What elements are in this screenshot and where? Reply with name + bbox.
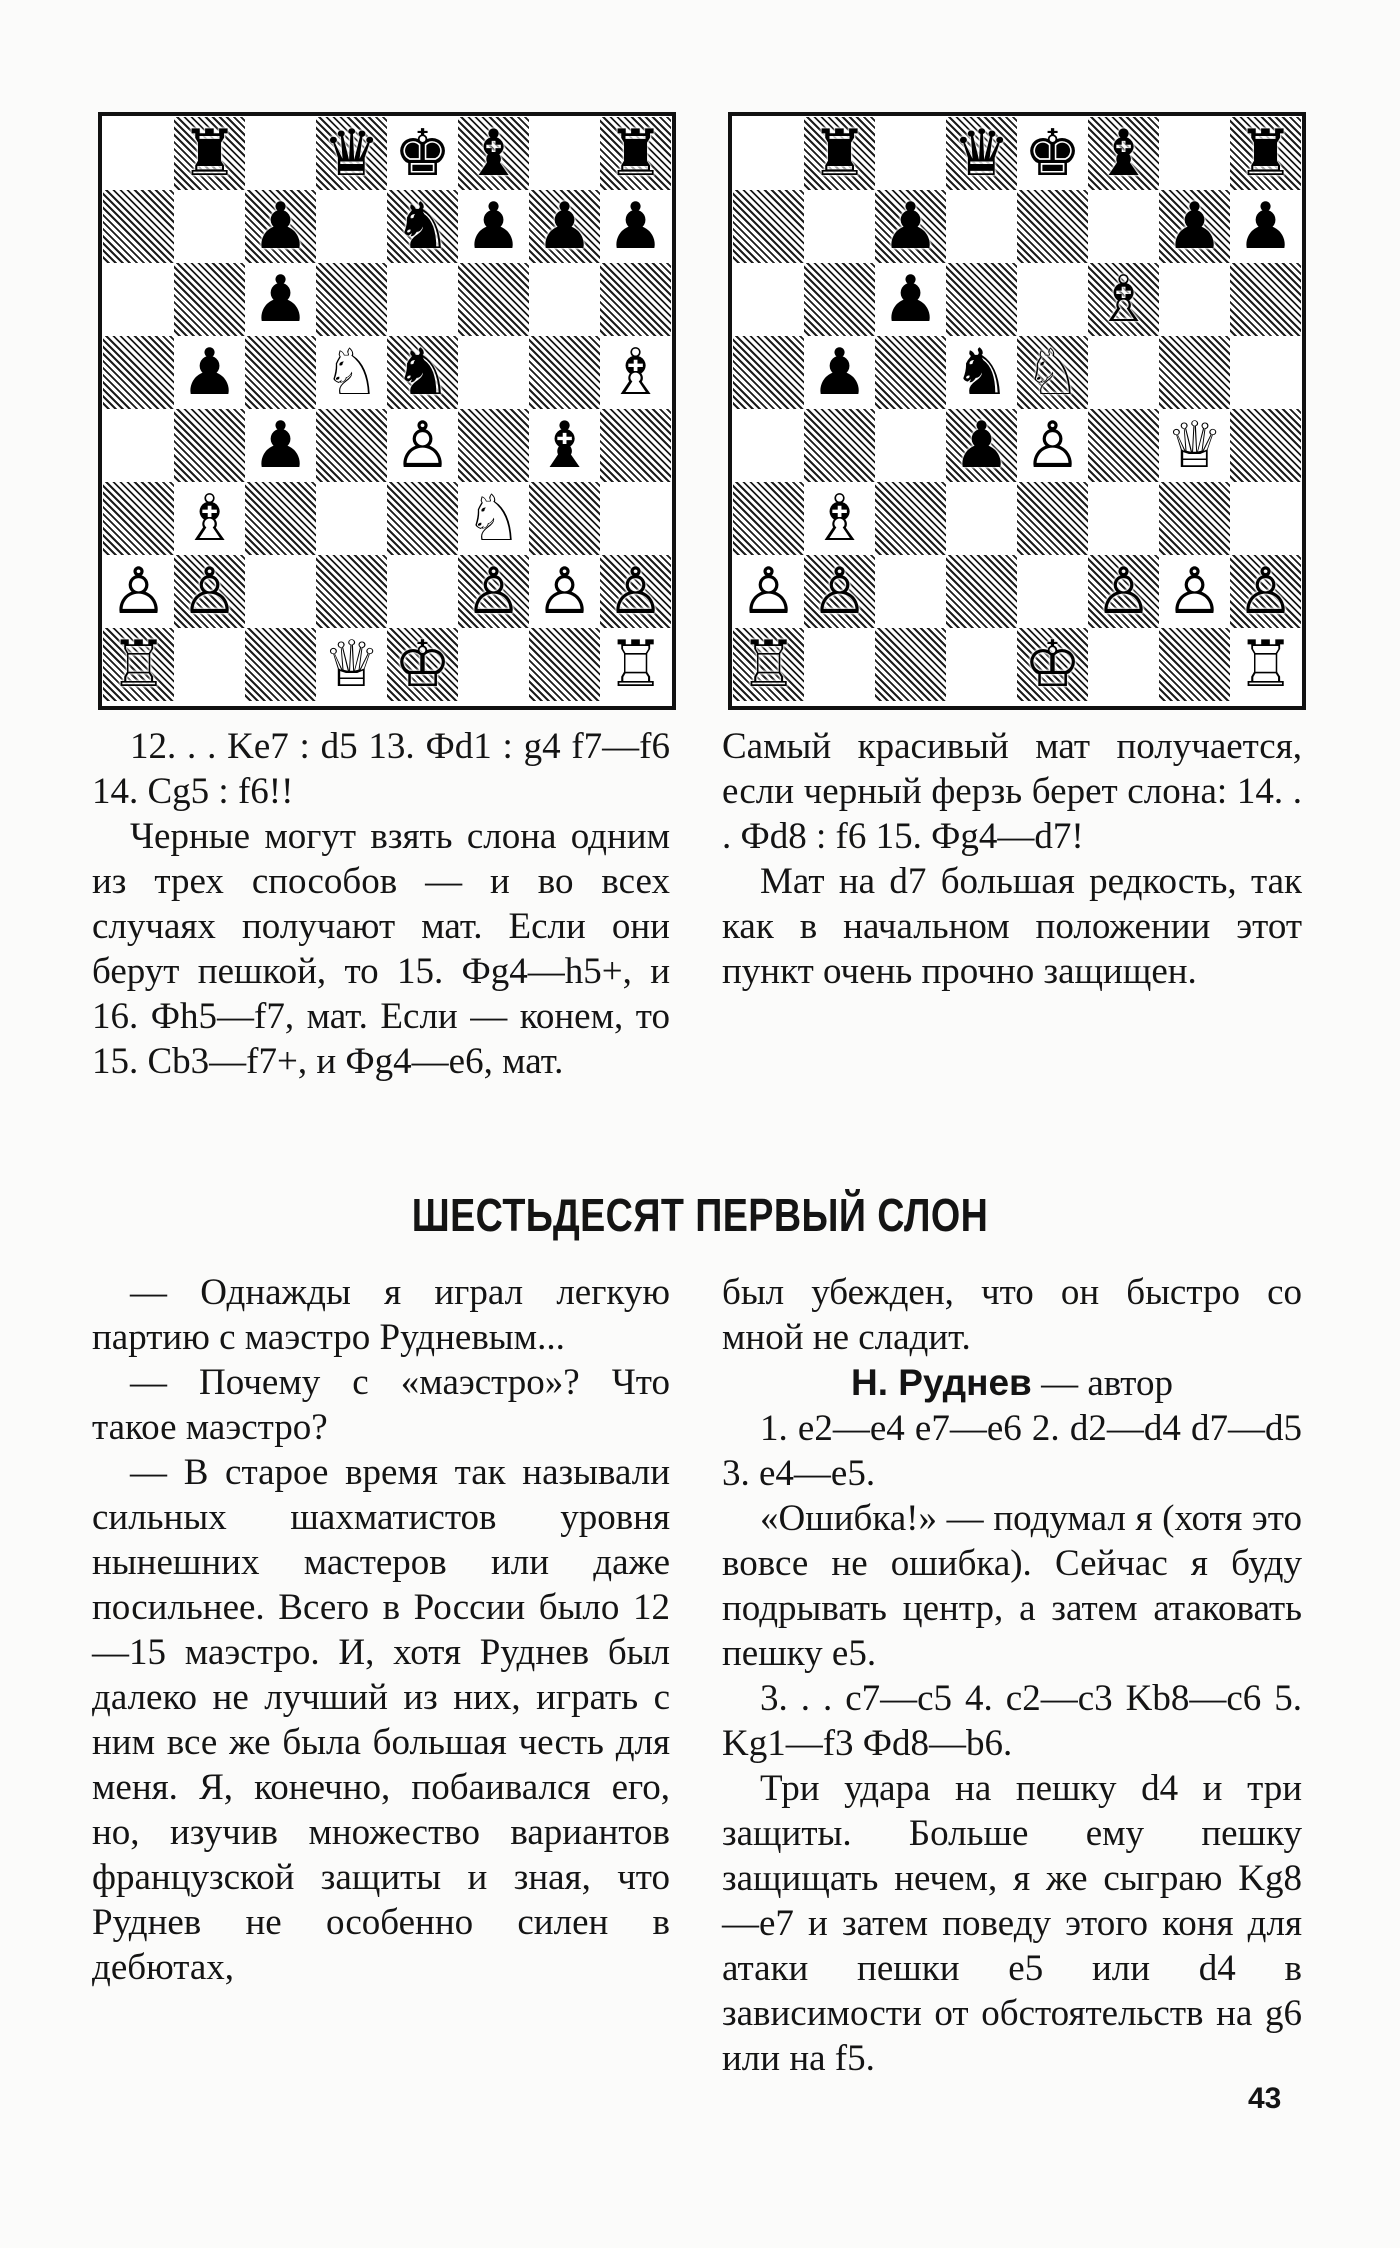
- dark-square: [733, 482, 804, 555]
- light-square: [529, 263, 600, 336]
- light-square: [804, 190, 875, 263]
- paragraph: Три удара на пешку d4 и три защиты. Больше ему пешку защищать нечем, я же сыграю Kg8—e7 и затем поведу этого коня для атаки пешки e5 или d4 в зависимости от обстоятельств на g6 или на f5.: [722, 1768, 1302, 2079]
- light-square: [245, 117, 316, 190]
- light-square: [316, 628, 387, 701]
- dark-square: [1159, 336, 1230, 409]
- light-square: [804, 628, 875, 701]
- dark-square: [387, 482, 458, 555]
- light-square: [1159, 555, 1230, 628]
- white-pawn-icon: ♙: [1236, 554, 1295, 629]
- dark-square: [529, 190, 600, 263]
- dark-square: [458, 117, 529, 190]
- black-knight-icon: ♞: [393, 335, 452, 410]
- dark-square: [1017, 482, 1088, 555]
- light-square: [387, 555, 458, 628]
- black-rook-icon: ♜: [606, 116, 665, 191]
- light-square: [458, 190, 529, 263]
- dark-square: [600, 117, 671, 190]
- dark-square: [316, 263, 387, 336]
- dark-square: [804, 409, 875, 482]
- player-name: Н. Руднев: [851, 1362, 1032, 1403]
- dark-square: [174, 117, 245, 190]
- black-queen-icon: ♛: [952, 116, 1011, 191]
- dark-square: [1088, 555, 1159, 628]
- light-square: [1088, 482, 1159, 555]
- dark-square: [387, 336, 458, 409]
- light-square: [529, 555, 600, 628]
- black-pawn-icon: ♟: [881, 262, 940, 337]
- white-bishop-icon: ♗: [810, 481, 869, 556]
- light-square: [103, 555, 174, 628]
- dark-square: [946, 263, 1017, 336]
- white-king-icon: ♔: [393, 627, 452, 702]
- black-knight-icon: ♞: [952, 335, 1011, 410]
- light-square: [1017, 263, 1088, 336]
- white-rook-icon: ♖: [606, 627, 665, 702]
- light-square: [804, 336, 875, 409]
- white-king-icon: ♔: [1023, 627, 1082, 702]
- dark-square: [1230, 263, 1301, 336]
- dark-square: [1088, 117, 1159, 190]
- dark-square: [174, 409, 245, 482]
- white-bishop-icon: ♗: [1094, 262, 1153, 337]
- dark-square: [245, 336, 316, 409]
- move-notation: 12. . . Ke7 : d5 13. Фd1 : g4 f7—f6 14. Cg5 : f6!!: [92, 726, 670, 812]
- black-pawn-icon: ♟: [1236, 189, 1295, 264]
- light-square: [1159, 263, 1230, 336]
- white-rook-icon: ♖: [109, 627, 168, 702]
- white-pawn-icon: ♙: [739, 554, 798, 629]
- light-square: [174, 336, 245, 409]
- dark-square: [733, 336, 804, 409]
- dark-square: [103, 628, 174, 701]
- dark-square: [804, 263, 875, 336]
- light-square: [316, 190, 387, 263]
- light-square: [458, 482, 529, 555]
- right-bottom-column: [722, 1270, 1302, 2081]
- light-square: [600, 628, 671, 701]
- right-top-column: [722, 724, 1302, 994]
- paragraph: Самый красивый мат получается, если черный ферзь берет слона: 14. . . Фd8 : f6 15. Фg4—d7!: [722, 726, 1302, 857]
- left-bottom-column: [92, 1270, 670, 1990]
- white-rook-icon: ♖: [1236, 627, 1295, 702]
- white-bishop-icon: ♗: [180, 481, 239, 556]
- light-square: [458, 336, 529, 409]
- black-pawn-icon: ♟: [180, 335, 239, 410]
- white-bishop-icon: ♗: [606, 335, 665, 410]
- white-pawn-icon: ♙: [109, 554, 168, 629]
- dark-square: [1088, 409, 1159, 482]
- light-square: [316, 482, 387, 555]
- white-pawn-icon: ♙: [464, 554, 523, 629]
- white-rook-icon: ♖: [739, 627, 798, 702]
- light-square: [174, 190, 245, 263]
- light-square: [103, 409, 174, 482]
- light-square: [600, 482, 671, 555]
- light-square: [733, 117, 804, 190]
- light-square: [174, 628, 245, 701]
- chess-diagram-right: [728, 112, 1306, 710]
- light-square: [1017, 117, 1088, 190]
- paragraph: Мат на d7 большая редкость, так как в начальном положении этот пункт очень прочно защищен.: [722, 861, 1302, 992]
- white-pawn-icon: ♙: [535, 554, 594, 629]
- light-square: [245, 263, 316, 336]
- white-knight-icon: ♘: [322, 335, 381, 410]
- white-pawn-icon: ♙: [1094, 554, 1153, 629]
- dark-square: [946, 555, 1017, 628]
- player-role: — автор: [1031, 1363, 1173, 1404]
- white-pawn-icon: ♙: [1023, 408, 1082, 483]
- light-square: [1088, 190, 1159, 263]
- light-square: [946, 190, 1017, 263]
- black-king-icon: ♚: [1023, 116, 1082, 191]
- white-pawn-icon: ♙: [180, 554, 239, 629]
- left-top-column: [92, 724, 670, 1084]
- dark-square: [875, 628, 946, 701]
- light-square: [733, 409, 804, 482]
- dark-square: [316, 117, 387, 190]
- dark-square: [1159, 190, 1230, 263]
- light-square: [245, 555, 316, 628]
- light-square: [174, 482, 245, 555]
- dark-square: [529, 482, 600, 555]
- light-square: [1088, 336, 1159, 409]
- black-king-icon: ♚: [393, 116, 452, 191]
- white-pawn-icon: ♙: [606, 554, 665, 629]
- game-header: [722, 1360, 1302, 1406]
- dark-square: [103, 336, 174, 409]
- light-square: [1088, 628, 1159, 701]
- black-rook-icon: ♜: [1236, 116, 1295, 191]
- light-square: [946, 336, 1017, 409]
- dark-square: [316, 409, 387, 482]
- black-pawn-icon: ♟: [810, 335, 869, 410]
- dark-square: [458, 263, 529, 336]
- dark-square: [1088, 263, 1159, 336]
- light-square: [600, 190, 671, 263]
- light-square: [1017, 409, 1088, 482]
- black-pawn-icon: ♟: [251, 408, 310, 483]
- light-square: [103, 263, 174, 336]
- light-square: [1017, 555, 1088, 628]
- light-square: [946, 628, 1017, 701]
- black-pawn-icon: ♟: [251, 262, 310, 337]
- black-rook-icon: ♜: [180, 116, 239, 191]
- white-queen-icon: ♕: [322, 627, 381, 702]
- dark-square: [1230, 409, 1301, 482]
- dark-square: [458, 409, 529, 482]
- paragraph: «Ошибка!» — подумал я (хотя это вовсе не ошибка). Сейчас я буду подрывать центр, а затем атаковать пешку e5.: [722, 1498, 1302, 1674]
- light-square: [1230, 482, 1301, 555]
- white-queen-icon: ♕: [1165, 408, 1224, 483]
- dark-square: [875, 336, 946, 409]
- white-pawn-icon: ♙: [1165, 554, 1224, 629]
- dark-square: [1017, 336, 1088, 409]
- paragraph: — В старое время так называли сильных шахматистов уровня нынешних мастеров или даже посильнее. Всего в России было 12—15 маэстро. И, хотя Руднев был далеко не лучший из них, играть с ним все же была большая честь для меня. Я, конечно, побаивался его, но, изучив множество вариантов французской защиты и зная, что Руднев не особенно силен в дебютах,: [92, 1452, 670, 1988]
- light-square: [316, 336, 387, 409]
- light-square: [733, 263, 804, 336]
- page-number: 43: [1248, 2082, 1282, 2115]
- light-square: [529, 117, 600, 190]
- dark-square: [733, 628, 804, 701]
- dark-square: [458, 555, 529, 628]
- dark-square: [245, 190, 316, 263]
- light-square: [946, 482, 1017, 555]
- dark-square: [1230, 117, 1301, 190]
- light-square: [1230, 336, 1301, 409]
- dark-square: [387, 628, 458, 701]
- dark-square: [1017, 628, 1088, 701]
- paragraph: был убежден, что он быстро со мной не сладит.: [722, 1272, 1302, 1358]
- black-pawn-icon: ♟: [1165, 189, 1224, 264]
- white-knight-icon: ♘: [1023, 335, 1082, 410]
- dark-square: [1017, 190, 1088, 263]
- dark-square: [600, 555, 671, 628]
- light-square: [458, 628, 529, 701]
- black-pawn-icon: ♟: [881, 189, 940, 264]
- dark-square: [600, 263, 671, 336]
- light-square: [875, 263, 946, 336]
- dark-square: [733, 190, 804, 263]
- dark-square: [600, 409, 671, 482]
- light-square: [103, 117, 174, 190]
- dark-square: [529, 628, 600, 701]
- light-square: [387, 409, 458, 482]
- black-bishop-icon: ♝: [464, 116, 523, 191]
- dark-square: [1230, 555, 1301, 628]
- paragraph: Черные могут взять слона одним из трех способов — и во всех случаях получают мат. Если они берут пешкой, то 15. Фg4—h5+, и 16. Фh5—f7, мат. Если — конем, то 15. Cb3—f7+, и Фg4—e6, мат.: [92, 816, 670, 1082]
- move-notation: 3. . . c7—c5 4. c2—c3 Kb8—c6 5. Kg1—f3 Фd8—b6.: [722, 1678, 1302, 1764]
- dark-square: [804, 555, 875, 628]
- black-bishop-icon: ♝: [535, 408, 594, 483]
- white-pawn-icon: ♙: [393, 408, 452, 483]
- move-notation: 1. e2—e4 e7—e6 2. d2—d4 d7—d5 3. e4—e5.: [722, 1408, 1302, 1494]
- light-square: [245, 409, 316, 482]
- light-square: [733, 555, 804, 628]
- paragraph: — Однажды я играл легкую партию с маэстро Рудневым...: [92, 1272, 670, 1358]
- dark-square: [875, 190, 946, 263]
- dark-square: [174, 555, 245, 628]
- black-pawn-icon: ♟: [535, 189, 594, 264]
- dark-square: [946, 409, 1017, 482]
- black-pawn-icon: ♟: [251, 189, 310, 264]
- light-square: [1230, 628, 1301, 701]
- light-square: [1159, 409, 1230, 482]
- light-square: [875, 409, 946, 482]
- light-square: [387, 263, 458, 336]
- black-bishop-icon: ♝: [1094, 116, 1153, 191]
- dark-square: [245, 628, 316, 701]
- light-square: [804, 482, 875, 555]
- dark-square: [1159, 482, 1230, 555]
- black-knight-icon: ♞: [393, 189, 452, 264]
- chess-diagram-left: [98, 112, 676, 710]
- black-pawn-icon: ♟: [464, 189, 523, 264]
- dark-square: [804, 117, 875, 190]
- dark-square: [875, 482, 946, 555]
- dark-square: [387, 190, 458, 263]
- black-rook-icon: ♜: [810, 116, 869, 191]
- black-pawn-icon: ♟: [952, 408, 1011, 483]
- light-square: [1230, 190, 1301, 263]
- white-knight-icon: ♘: [464, 481, 523, 556]
- dark-square: [1159, 628, 1230, 701]
- light-square: [1159, 117, 1230, 190]
- paragraph: — Почему с «маэстро»? Что такое маэстро?: [92, 1362, 670, 1448]
- dark-square: [245, 482, 316, 555]
- dark-square: [529, 336, 600, 409]
- light-square: [600, 336, 671, 409]
- dark-square: [946, 117, 1017, 190]
- dark-square: [103, 190, 174, 263]
- black-queen-icon: ♛: [322, 116, 381, 191]
- white-pawn-icon: ♙: [810, 554, 869, 629]
- light-square: [875, 555, 946, 628]
- light-square: [529, 409, 600, 482]
- dark-square: [316, 555, 387, 628]
- dark-square: [103, 482, 174, 555]
- dark-square: [174, 263, 245, 336]
- black-pawn-icon: ♟: [606, 189, 665, 264]
- section-heading: ШЕСТЬДЕСЯТ ПЕРВЫЙ СЛОН: [411, 1189, 989, 1241]
- light-square: [875, 117, 946, 190]
- light-square: [387, 117, 458, 190]
